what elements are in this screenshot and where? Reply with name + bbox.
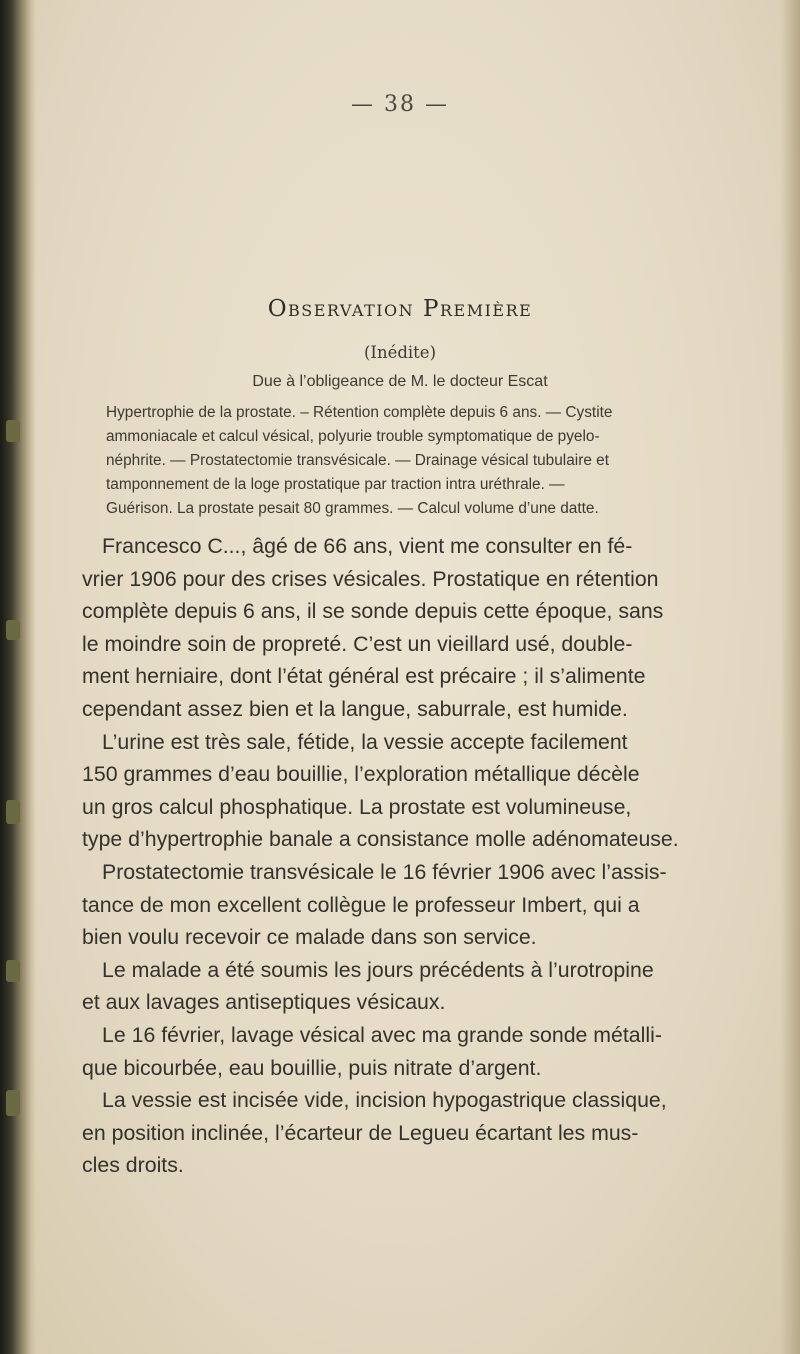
credit-line: Due à l’obligeance de M. le docteur Escat [252,373,548,390]
body-line: type d’hypertrophie banale a consistance molle adénomateuse. [82,827,679,852]
body-line: cependant assez bien et la langue, saburrale, est humide. [82,696,628,721]
body-line: que bicourbée, eau bouillie, puis nitrate d’argent. [82,1055,542,1080]
body-line: La vessie est incisée vide, incision hypogastrique classique, [102,1088,667,1113]
body-line: 150 grammes d’eau bouillie, l’exploration métallique décèle [82,762,640,787]
page-subtitle: (Inédite) [363,343,437,362]
binding-mark [6,960,20,982]
body-line: ment herniaire, dont l’état général est précaire ; il s’alimente [82,664,646,689]
summary-line: néphrite. — Prostatectomie transvésicale. — Drainage vésical tubulaire et [106,452,609,469]
summary-line: Guérison. La prostate pesait 80 grammes. — Calcul volume d’une datte. [106,500,599,517]
summary-line: Hypertrophie de la prostate. – Rétention complète depuis 6 ans. — Cystite [106,404,613,421]
body-text [82,530,768,1182]
body-line: complète depuis 6 ans, il se sonde depuis cette époque, sans [82,599,664,624]
body-line: Le malade a été soumis les jours précédents à l’urotropine [102,957,654,982]
binding-mark [6,620,20,640]
body-line: le moindre soin de propreté. C’est un vieillard usé, double- [82,631,633,656]
body-line: L’urine est très sale, fétide, la vessie accepte facilement [102,729,628,754]
summary-line: ammoniacale et calcul vésical, polyurie trouble symptomatique de pyelo- [106,428,600,445]
body-line: bien voulu recevoir ce malade dans son service. [82,925,537,950]
body-line: et aux lavages antiseptiques vésicaux. [82,990,446,1015]
body-line: vrier 1906 pour des crises vésicales. Prostatique en rétention [82,566,659,591]
body-line: en position inclinée, l’écarteur de Legueu écartant les mus- [82,1120,639,1145]
body-line: Francesco C..., âgé de 66 ans, vient me consulter en fé- [102,534,633,558]
body-line: Le 16 février, lavage vésical avec ma grande sonde métalli- [102,1022,662,1047]
summary-line: tamponnement de la loge prostatique par traction intra uréthrale. — [106,476,565,493]
page-right-shadow [780,0,800,1354]
page-number: — 38 — [351,92,449,117]
binding-mark [6,1090,20,1116]
body-line: cles droits. [82,1153,184,1178]
body-line: Prostatectomie transvésicale le 16 février 1906 avec l’assis- [102,859,667,884]
summary-paragraph [106,401,761,521]
body-line: tance de mon excellent collègue le professeur Imbert, qui a [82,892,640,917]
book-binding-edge [0,0,36,1354]
body-line: un gros calcul phosphatique. La prostate est volumineuse, [82,794,632,819]
page-title: Observation Première [267,296,533,322]
binding-mark [6,420,20,442]
binding-mark [6,800,20,824]
